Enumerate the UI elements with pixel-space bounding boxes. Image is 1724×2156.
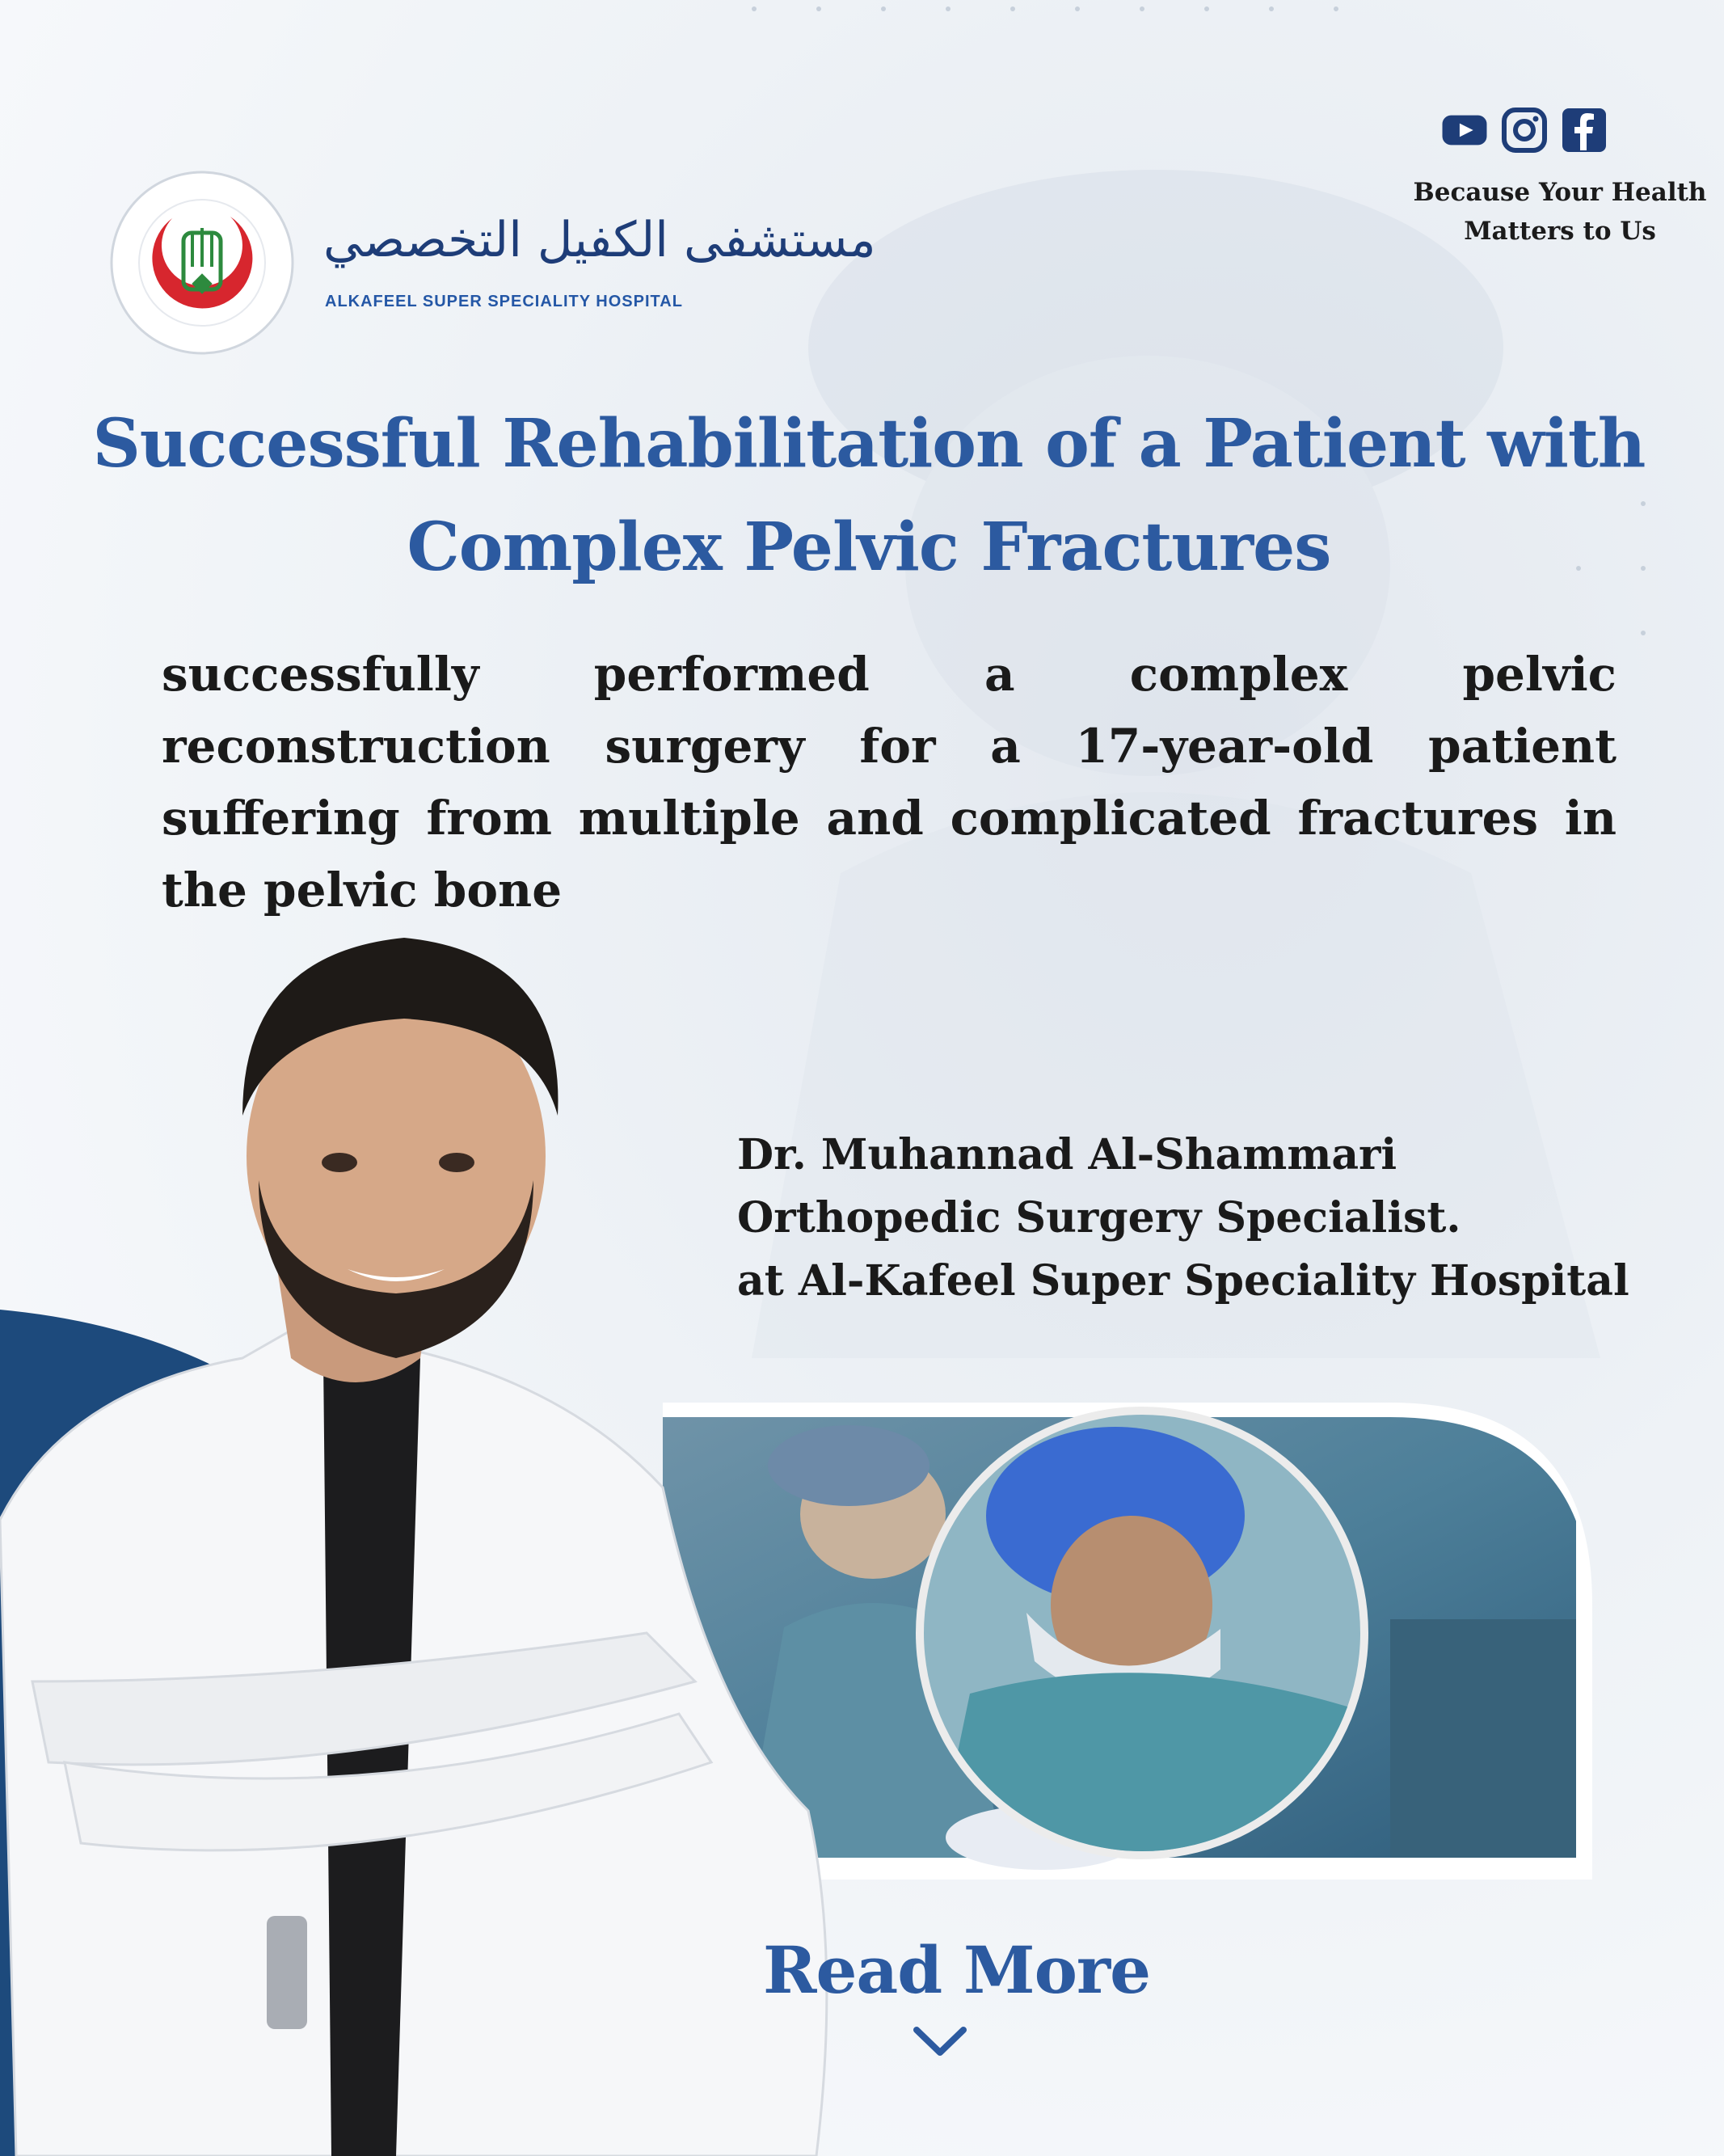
tagline xyxy=(1398,173,1722,251)
tagline-line-2: Matters to Us xyxy=(1464,217,1656,246)
hospital-name-english: ALKAFEEL SUPER SPECIALITY HOSPITAL xyxy=(325,293,683,310)
doctor-name: Dr. Muhannad Al-Shammari xyxy=(737,1130,1397,1179)
page-title xyxy=(81,392,1657,599)
facebook-icon[interactable] xyxy=(1561,107,1608,154)
lead-paragraph: successfully performed a complex pelvic reconstruction surgery for a 17-year-old patient suffering from multiple and complicated fractures in the pelvic bone xyxy=(162,647,1617,918)
doctor-affiliation: at Al-Kafeel Super Speciality Hospital xyxy=(737,1256,1629,1306)
doctor-title: Orthopedic Surgery Specialist. xyxy=(737,1193,1461,1243)
doctor-info xyxy=(737,1124,1629,1313)
tagline-line-1: Because Your Health xyxy=(1413,178,1707,207)
read-more-button[interactable]: Read More xyxy=(763,1932,1150,2008)
social-links xyxy=(1441,107,1608,154)
hospital-name-arabic: مستشفى الكفيل التخصصي xyxy=(323,212,876,268)
doctor-portrait xyxy=(0,905,865,2156)
title-line-1: Successful Rehabilitation of a Patient with xyxy=(92,405,1646,483)
chevron-down-icon[interactable] xyxy=(912,2025,968,2059)
hospital-seal-logo xyxy=(109,170,295,356)
instagram-icon[interactable] xyxy=(1501,107,1548,154)
title-line-2: Complex Pelvic Fractures xyxy=(407,508,1331,586)
youtube-icon[interactable] xyxy=(1441,107,1488,154)
